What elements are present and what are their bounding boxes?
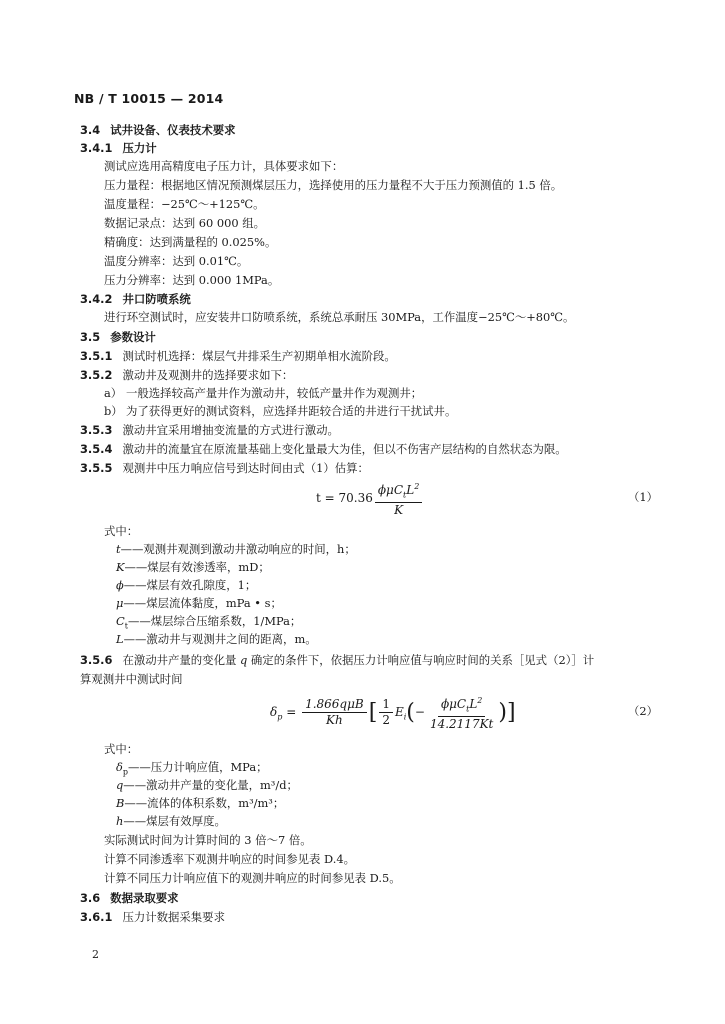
section-3-6-heading: 3.6 数据录取要求 [80,891,179,905]
equation-1-fraction: $\frac{\phi\mu C_tL^2}{K}$ [375,479,422,518]
section-3-5-heading: 3.5 参数设计 [80,330,156,344]
paragraph-intro: 测试应选用高精度电子压力计，具体要求如下： [104,159,344,173]
variable-delta-p: $\delta_p——$压力计响应值，MPa； [116,760,268,777]
page-number: 2 [92,948,99,961]
variable-phi: ϕ——煤层有效孔隙度，1； [116,578,257,592]
equation-2-number: （2） [628,704,659,718]
variable-q: q——激动井产量的变化量，m³/d； [116,778,298,792]
where-label-2: 式中： [104,742,139,756]
variable-mu: μ——煤层流体黏度，mPa • s； [116,596,282,610]
paragraph-temperature-resolution: 温度分辨率：达到 0.01℃。 [104,254,249,268]
standard-header: NB / T 10015 — 2014 [74,91,224,106]
section-3-5-6-continued: 算观测井中测试时间 [80,672,183,686]
equation-2-half: $\frac{1}{2}$ [379,697,393,728]
variable-h: h——煤层有效厚度。 [116,814,226,828]
where-label-1: 式中： [104,524,139,538]
section-3-5-2: 3.5.2 激动井及观测井的选择要求如下： [80,368,294,382]
equation-2: $\delta_p$ = $\frac{\text{1.866qμB}}{Kh}$ [ $\frac{1}{2}$ $E_i(-$ $\frac{\phi\mu C_tL^2}{14.2117Kt}$ )] [270,693,516,732]
list-item-b: b） 为了获得更好的测试资料，应选择井距较合适的井进行干扰试井。 [104,404,457,418]
section-3-5-5: 3.5.5 观测井中压力响应信号到达时间由式（1）估算： [80,461,369,475]
variable-b: B——流体的体积系数，m³/m³； [116,796,285,810]
equation-1: t = 70.36 $\frac{\phi\mu C_tL^2}{K}$ [316,479,424,518]
variable-t: t——观测井观测到激动井激动响应的时间，h； [116,542,356,556]
section-3-4-heading: 3.4 试井设备、仪表技术要求 [80,123,236,137]
paragraph-data-points: 数据记录点：达到 60 000 组。 [104,216,266,230]
variable-k: K——煤层有效渗透率，mD； [116,560,270,574]
section-3-5-6: 3.5.6 在激动井产量的变化量 q 确定的条件下，依据压力计响应值与响应时间的关系［见式（2）］计 [80,653,595,667]
section-3-5-3: 3.5.3 激动井宜采用增抽变流量的方式进行激动。 [80,423,339,437]
paragraph-accuracy: 精确度：达到满量程的 0.025%。 [104,235,277,249]
section-3-5-1: 3.5.1 测试时机选择：煤层气井排采生产初期单相水流阶段。 [80,349,396,363]
section-3-5-4: 3.5.4 激动井的流量宜在原流量基础上变化量最大为佳，但以不伤害产层结构的自然状态为限。 [80,442,567,456]
paragraph-table-d5: 计算不同压力计响应值下的观测井响应的时间参见表 D.5。 [104,871,401,885]
equation-2-coefficient: $\frac{\text{1.866qμB}}{Kh}$ [302,697,367,728]
paragraph-actual-time: 实际测试时间为计算时间的 3 倍～7 倍。 [104,833,312,847]
section-3-4-2-heading: 3.4.2 井口防喷系统 [80,292,191,306]
list-item-a: a） 一般选择较高产量井作为激动井，较低产量井作为观测井； [104,386,423,400]
paragraph-pressure-range: 压力量程：根据地区情况预测煤层压力，选择使用的压力量程不大于压力预测值的 1.5 倍。 [104,178,563,192]
paragraph-bop-system: 进行环空测试时，应安装井口防喷系统，系统总承耐压 30MPa，工作温度−25℃～+80℃。 [104,310,575,324]
equation-1-number: （1） [628,490,659,504]
section-3-4-1-heading: 3.4.1 压力计 [80,141,157,155]
paragraph-temperature-range: 温度量程：−25℃～+125℃。 [104,197,265,211]
equation-2-argument: $\frac{\phi\mu C_tL^2}{14.2117Kt}$ [427,693,496,732]
paragraph-pressure-resolution: 压力分辨率：达到 0.000 1MPa。 [104,273,280,287]
variable-l: L——激动井与观测井之间的距离，m。 [116,632,317,646]
paragraph-table-d4: 计算不同渗透率下观测井响应的时间参见表 D.4。 [104,852,356,866]
variable-ct: $C_t——$煤层综合压缩系数，1/MPa； [116,614,302,631]
section-3-6-1-heading: 3.6.1 压力计数据采集要求 [80,910,225,924]
